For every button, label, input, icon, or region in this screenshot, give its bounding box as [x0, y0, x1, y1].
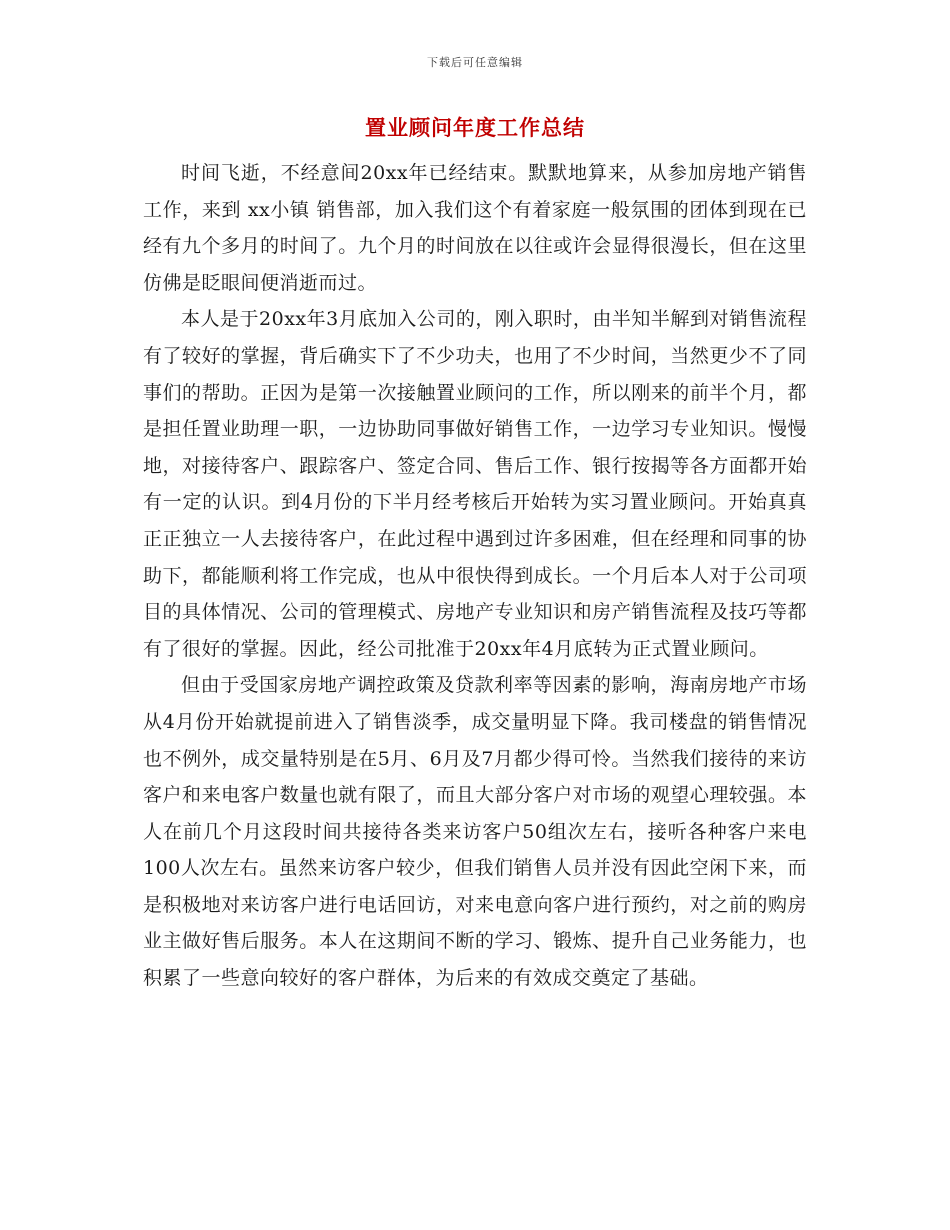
paragraph-3: 但由于受国家房地产调控政策及贷款利率等因素的影响，海南房地产市场从4月份开始就提前进入了销售淡季，成交量明显下降。我司楼盘的销售情况也不例外，成交量特别是在5月、6月及7月都少得可怜。当然我们接待的来访客户和来电客户数量也就有限了，而且大部分客户对市场的观望心理较强。本人在前几个月这段时间共接待各类来访客户50组次左右，接听各种客户来电100人次左右。虽然来访客户较少，但我们销售人员并没有因此空闲下来，而是积极地对来访客户进行电话回访，对来电意向客户进行预约，对之前的购房业主做好售后服务。本人在这期间不断的学习、锻炼、提升自己业务能力，也积累了一些意向较好的客户群体，为后来的有效成交奠定了基础。 [143, 674, 807, 990]
document-body [143, 155, 807, 997]
header-note: 下载后可任意编辑 [427, 56, 523, 69]
document-title: 置业顾问年度工作总结 [365, 115, 585, 140]
paragraph-2: 本人是于20xx年3月底加入公司的，刚入职时，由半知半解到对销售流程有了较好的掌握，背后确实下了不少功夫，也用了不少时间，当然更少不了同事们的帮助。正因为是第一次接触置业顾问的工作，所以刚来的前半个月，都是担任置业助理一职，一边协助同事做好销售工作，一边学习专业知识。慢慢地，对接待客户、跟踪客户、签定合同、售后工作、银行按揭等各方面都开始有一定的认识。到4月份的下半月经考核后开始转为实习置业顾问。开始真真正正独立一人去接待客户，在此过程中遇到过许多困难，但在经理和同事的协助下，都能顺利将工作完成，也从中很快得到成长。一个月后本人对于公司项目的具体情况、公司的管理模式、房地产专业知识和房产销售流程及技巧等都有了很好的掌握。因此，经公司批准于20xx年4月底转为正式置业顾问。 [143, 308, 807, 660]
paragraph-1: 时间飞逝，不经意间20xx年已经结束。默默地算来，从参加房地产销售工作，来到 xx小镇 销售部，加入我们这个有着家庭一般氛围的团体到现在已经有九个多月的时间了。九个月的时间放在以往或许会显得很漫长，但在这里仿佛是眨眼间便消逝而过。 [143, 162, 807, 294]
